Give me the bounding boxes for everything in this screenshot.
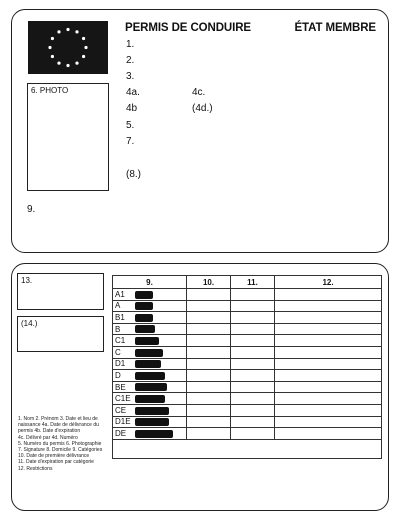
- legend-line: 10. Date de première délivrance: [18, 453, 90, 460]
- vehicle-icon: [135, 430, 173, 438]
- empty-cell: [187, 358, 231, 370]
- field-5: 5.: [126, 120, 135, 131]
- category-cell: [113, 404, 187, 416]
- col-header-12: 12.: [275, 276, 382, 289]
- vehicle-icon: [135, 337, 159, 345]
- empty-cell: [187, 416, 231, 428]
- eu-star-icon: [57, 30, 60, 33]
- category-label: C1: [115, 336, 126, 346]
- empty-cell: [231, 300, 275, 312]
- empty-cell: [231, 335, 275, 347]
- category-label: D: [115, 370, 121, 380]
- table-row: [113, 335, 382, 347]
- category-cell: [113, 289, 187, 301]
- category-cell: [113, 335, 187, 347]
- empty-cell: [187, 428, 231, 440]
- legend-line: 12. Restrictions: [18, 465, 53, 472]
- field-9: 9.: [27, 204, 36, 215]
- table-row: [113, 416, 382, 428]
- box-13: [17, 273, 104, 310]
- table-row: [113, 323, 382, 335]
- category-cell: [113, 300, 187, 312]
- category-label: A: [115, 301, 121, 311]
- empty-cell: [187, 370, 231, 382]
- eu-star-icon: [51, 37, 54, 40]
- vehicle-icon: [135, 418, 169, 426]
- legend: [18, 416, 110, 472]
- category-label: C1E: [115, 394, 131, 404]
- empty-cell: [275, 381, 382, 393]
- empty-cell: [231, 404, 275, 416]
- empty-cell: [187, 404, 231, 416]
- vehicle-icon: [135, 325, 155, 333]
- table-row: [113, 300, 382, 312]
- legend-line: 7. Signature 8. Domicile 9. Catégories: [18, 447, 103, 454]
- eu-star-icon: [82, 37, 85, 40]
- category-label: B1: [115, 312, 125, 322]
- vehicle-icon: [135, 302, 153, 310]
- empty-cell: [187, 312, 231, 324]
- eu-flag: [28, 21, 108, 74]
- field-8: (8.): [126, 169, 141, 180]
- empty-cell: [231, 358, 275, 370]
- eu-star-icon: [51, 55, 54, 58]
- field-1: 1.: [126, 39, 135, 50]
- empty-cell: [187, 289, 231, 301]
- category-label: B: [115, 324, 121, 334]
- table-row: [113, 370, 382, 382]
- legend-line: 4c. Délivré par 4d. Numéro: [18, 434, 78, 441]
- category-label: BE: [115, 382, 126, 392]
- vehicle-icon: [135, 407, 169, 415]
- category-cell: [113, 428, 187, 440]
- document-title: PERMIS DE CONDUIRE: [125, 22, 251, 34]
- empty-cell: [275, 428, 382, 440]
- vehicle-icon: [135, 395, 165, 403]
- category-label: C: [115, 347, 121, 357]
- category-label: A1: [115, 289, 125, 299]
- table-row: [113, 358, 382, 370]
- empty-cell: [275, 289, 382, 301]
- field-4d: (4d.): [192, 103, 213, 114]
- eu-star-icon: [66, 28, 69, 31]
- empty-cell: [231, 393, 275, 405]
- table-row: [113, 312, 382, 324]
- category-cell: [113, 416, 187, 428]
- photo-box: [27, 83, 109, 191]
- license-back: [11, 263, 389, 511]
- category-label: D1: [115, 359, 126, 369]
- legend-line: 11. Date d'expiration par catégorie: [18, 459, 94, 466]
- eu-star-icon: [75, 61, 78, 64]
- category-cell: [113, 323, 187, 335]
- field-4c: 4c.: [192, 87, 206, 98]
- member-state: ÉTAT MEMBRE: [294, 22, 376, 34]
- empty-cell: [275, 323, 382, 335]
- legend-line: 5. Numéro du permis 6. Photographie: [18, 440, 102, 447]
- eu-star-icon: [57, 61, 60, 64]
- category-cell: [113, 346, 187, 358]
- box-13-label: 13.: [21, 276, 33, 285]
- empty-cell: [231, 416, 275, 428]
- empty-cell: [187, 335, 231, 347]
- category-cell: [113, 393, 187, 405]
- category-cell: [113, 381, 187, 393]
- col-header-11: 11.: [231, 276, 275, 289]
- category-label: DE: [115, 428, 127, 438]
- empty-cell: [275, 404, 382, 416]
- empty-cell: [231, 370, 275, 382]
- empty-cell: [231, 381, 275, 393]
- empty-cell: [275, 300, 382, 312]
- license-front: [11, 9, 389, 253]
- category-label: CE: [115, 405, 127, 415]
- empty-cell: [231, 312, 275, 324]
- empty-cell: [187, 393, 231, 405]
- category-label: D1E: [115, 417, 131, 427]
- empty-cell: [231, 323, 275, 335]
- vehicle-icon: [135, 372, 165, 380]
- table-row: [113, 289, 382, 301]
- table-row: [113, 428, 382, 440]
- eu-stars-icon: [28, 21, 108, 74]
- empty-cell: [187, 346, 231, 358]
- empty-cell: [275, 370, 382, 382]
- legend-line: permis 4b. Date d'expiration: [18, 428, 81, 435]
- col-header-9: 9.: [113, 276, 187, 289]
- empty-cell: [187, 300, 231, 312]
- category-table: [112, 275, 382, 459]
- empty-cell: [275, 335, 382, 347]
- table-row: [113, 404, 382, 416]
- empty-cell: [231, 428, 275, 440]
- vehicle-icon: [135, 349, 163, 357]
- empty-cell: [187, 381, 231, 393]
- vehicle-icon: [135, 360, 161, 368]
- table-row: [113, 381, 382, 393]
- box-14: [17, 316, 104, 352]
- empty-cell: [275, 346, 382, 358]
- legend-line: 1. Nom 2. Prénom 3. Date et lieu de: [18, 416, 98, 422]
- field-4a: 4a.: [126, 87, 140, 98]
- eu-star-icon: [84, 46, 87, 49]
- empty-cell: [275, 312, 382, 324]
- photo-label: 6. PHOTO: [31, 86, 69, 95]
- empty-cell: [275, 393, 382, 405]
- vehicle-icon: [135, 291, 153, 299]
- category-cell: [113, 312, 187, 324]
- field-4b: 4b: [126, 103, 138, 114]
- box-14-label: (14.): [21, 319, 38, 328]
- eu-star-icon: [66, 64, 69, 67]
- eu-star-icon: [82, 55, 85, 58]
- eu-star-icon: [75, 30, 78, 33]
- category-cell: [113, 370, 187, 382]
- legend-line: naissance 4a. Date de délivrance du: [18, 422, 99, 429]
- table-row: [113, 393, 382, 405]
- col-header-10: 10.: [187, 276, 231, 289]
- vehicle-icon: [135, 383, 167, 391]
- table-row: [113, 346, 382, 358]
- empty-cell: [187, 323, 231, 335]
- field-7: 7.: [126, 136, 135, 147]
- category-cell: [113, 358, 187, 370]
- eu-star-icon: [48, 46, 51, 49]
- empty-cell: [275, 416, 382, 428]
- table-footer-row: [113, 439, 382, 458]
- empty-cell: [275, 358, 382, 370]
- empty-cell: [231, 289, 275, 301]
- vehicle-icon: [135, 314, 153, 322]
- field-2: 2.: [126, 55, 135, 66]
- empty-cell: [231, 346, 275, 358]
- field-3: 3.: [126, 71, 135, 82]
